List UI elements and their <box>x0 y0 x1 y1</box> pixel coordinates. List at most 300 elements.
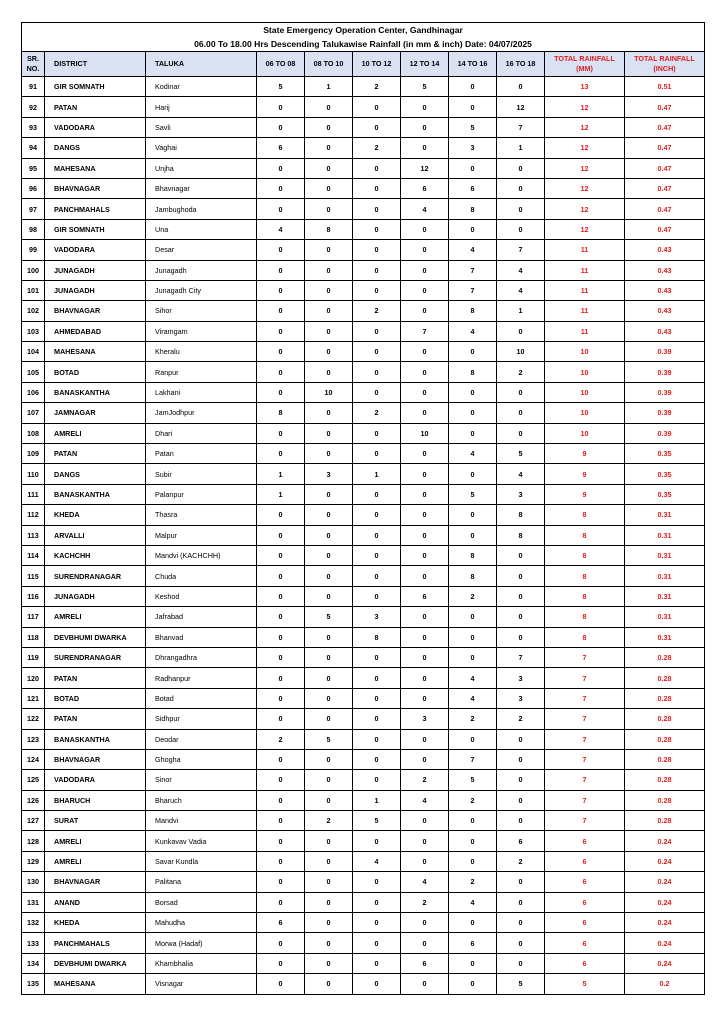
table-row <box>22 158 705 178</box>
rain-16-18-cell: 2 <box>497 851 545 871</box>
rain-08-10-cell: 0 <box>305 851 353 871</box>
rain-12-14-cell: 0 <box>401 566 449 586</box>
col-12-to-14: 12 TO 14 <box>401 52 449 77</box>
taluka-cell: Bhavnagar <box>146 178 257 198</box>
rain-12-14-cell: 0 <box>401 913 449 933</box>
table-row <box>22 627 705 647</box>
rain-08-10-cell: 0 <box>305 953 353 973</box>
district-cell: ANAND <box>45 892 146 912</box>
rain-14-16-cell: 7 <box>449 280 497 300</box>
rain-12-14-cell: 0 <box>401 301 449 321</box>
rain-16-18-cell: 7 <box>497 117 545 137</box>
rain-08-10-cell: 10 <box>305 382 353 402</box>
rain-06-08-cell: 0 <box>257 647 305 667</box>
rain-14-16-cell: 0 <box>449 403 497 423</box>
rain-10-12-cell: 0 <box>353 342 401 362</box>
rain-16-18-cell: 0 <box>497 545 545 565</box>
rain-12-14-cell: 0 <box>401 464 449 484</box>
table-row <box>22 199 705 219</box>
taluka-cell: Vaghai <box>146 138 257 158</box>
taluka-cell: Una <box>146 219 257 239</box>
rain-16-18-cell: 0 <box>497 627 545 647</box>
rain-08-10-cell: 2 <box>305 811 353 831</box>
taluka-cell: Malpur <box>146 525 257 545</box>
rain-14-16-cell: 0 <box>449 913 497 933</box>
rain-10-12-cell: 8 <box>353 627 401 647</box>
district-cell: KHEDA <box>45 913 146 933</box>
col-taluka: TALUKA <box>146 52 257 77</box>
rain-14-16-cell: 4 <box>449 240 497 260</box>
rain-16-18-cell: 8 <box>497 505 545 525</box>
total-inch-cell: 0.24 <box>625 831 705 851</box>
total-inch-cell: 0.28 <box>625 688 705 708</box>
rain-16-18-cell: 0 <box>497 219 545 239</box>
rain-06-08-cell: 5 <box>257 77 305 97</box>
taluka-cell: Kheralu <box>146 342 257 362</box>
rain-14-16-cell: 3 <box>449 138 497 158</box>
table-row <box>22 138 705 158</box>
rain-12-14-cell: 0 <box>401 933 449 953</box>
sr-cell: 91 <box>22 77 45 97</box>
rain-14-16-cell: 0 <box>449 464 497 484</box>
total-mm-cell: 11 <box>545 301 625 321</box>
sr-cell: 117 <box>22 607 45 627</box>
rain-12-14-cell: 6 <box>401 586 449 606</box>
rain-08-10-cell: 0 <box>305 586 353 606</box>
total-mm-cell: 7 <box>545 749 625 769</box>
total-mm-cell: 7 <box>545 668 625 688</box>
rain-12-14-cell: 6 <box>401 953 449 973</box>
total-inch-cell: 0.24 <box>625 933 705 953</box>
table-row <box>22 811 705 831</box>
rain-06-08-cell: 0 <box>257 362 305 382</box>
col-08-to-10: 08 TO 10 <box>305 52 353 77</box>
rain-06-08-cell: 0 <box>257 892 305 912</box>
total-inch-cell: 0.24 <box>625 851 705 871</box>
rain-10-12-cell: 0 <box>353 240 401 260</box>
total-inch-cell: 0.24 <box>625 953 705 973</box>
taluka-cell: Radhanpur <box>146 668 257 688</box>
rain-10-12-cell: 0 <box>353 953 401 973</box>
total-mm-cell: 10 <box>545 382 625 402</box>
taluka-cell: Harij <box>146 97 257 117</box>
taluka-cell: Bharuch <box>146 790 257 810</box>
rain-10-12-cell: 0 <box>353 505 401 525</box>
rain-08-10-cell: 8 <box>305 219 353 239</box>
total-mm-cell: 8 <box>545 607 625 627</box>
taluka-cell: Unjha <box>146 158 257 178</box>
rain-10-12-cell: 0 <box>353 586 401 606</box>
total-mm-cell: 12 <box>545 158 625 178</box>
rain-14-16-cell: 0 <box>449 525 497 545</box>
rain-16-18-cell: 1 <box>497 138 545 158</box>
district-cell: PATAN <box>45 444 146 464</box>
rain-08-10-cell: 0 <box>305 790 353 810</box>
rain-08-10-cell: 0 <box>305 647 353 667</box>
total-inch-cell: 0.28 <box>625 709 705 729</box>
sr-cell: 94 <box>22 138 45 158</box>
district-cell: KACHCHH <box>45 545 146 565</box>
rain-16-18-cell: 0 <box>497 382 545 402</box>
total-mm-cell: 8 <box>545 627 625 647</box>
district-cell: SURENDRANAGAR <box>45 566 146 586</box>
total-inch-cell: 0.28 <box>625 790 705 810</box>
total-mm-cell: 7 <box>545 770 625 790</box>
rain-14-16-cell: 8 <box>449 362 497 382</box>
rain-12-14-cell: 0 <box>401 280 449 300</box>
taluka-cell: Palanpur <box>146 484 257 504</box>
district-cell: BHAVNAGAR <box>45 872 146 892</box>
rain-10-12-cell: 0 <box>353 362 401 382</box>
rain-10-12-cell: 0 <box>353 280 401 300</box>
rain-16-18-cell: 0 <box>497 872 545 892</box>
rain-10-12-cell: 0 <box>353 444 401 464</box>
rain-16-18-cell: 3 <box>497 484 545 504</box>
rain-06-08-cell: 6 <box>257 913 305 933</box>
rain-12-14-cell: 0 <box>401 97 449 117</box>
total-inch-cell: 0.35 <box>625 484 705 504</box>
rain-16-18-cell: 10 <box>497 342 545 362</box>
rain-10-12-cell: 0 <box>353 831 401 851</box>
sr-cell: 93 <box>22 117 45 137</box>
district-cell: DEVBHUMI DWARKA <box>45 953 146 973</box>
taluka-cell: Mandvi (KACHCHH) <box>146 545 257 565</box>
rain-06-08-cell: 0 <box>257 627 305 647</box>
total-mm-cell: 6 <box>545 913 625 933</box>
rain-16-18-cell: 2 <box>497 709 545 729</box>
sr-cell: 100 <box>22 260 45 280</box>
rain-08-10-cell: 3 <box>305 464 353 484</box>
district-cell: ARVALLI <box>45 525 146 545</box>
rain-08-10-cell: 0 <box>305 240 353 260</box>
sr-cell: 101 <box>22 280 45 300</box>
rain-16-18-cell: 5 <box>497 974 545 994</box>
sr-cell: 120 <box>22 668 45 688</box>
sr-cell: 108 <box>22 423 45 443</box>
rain-08-10-cell: 0 <box>305 97 353 117</box>
rain-06-08-cell: 0 <box>257 709 305 729</box>
rain-16-18-cell: 0 <box>497 199 545 219</box>
rain-08-10-cell: 0 <box>305 627 353 647</box>
rain-10-12-cell: 0 <box>353 933 401 953</box>
table-row <box>22 403 705 423</box>
rain-08-10-cell: 5 <box>305 729 353 749</box>
district-cell: AHMEDABAD <box>45 321 146 341</box>
col-sr-no: SR. NO. <box>22 52 45 77</box>
district-cell: JUNAGADH <box>45 280 146 300</box>
district-cell: PATAN <box>45 709 146 729</box>
rain-12-14-cell: 0 <box>401 444 449 464</box>
rain-10-12-cell: 0 <box>353 729 401 749</box>
rain-08-10-cell: 0 <box>305 770 353 790</box>
rain-06-08-cell: 0 <box>257 382 305 402</box>
district-cell: PANCHMAHALS <box>45 933 146 953</box>
rain-10-12-cell: 2 <box>353 138 401 158</box>
rain-14-16-cell: 0 <box>449 851 497 871</box>
rain-16-18-cell: 4 <box>497 260 545 280</box>
sr-cell: 113 <box>22 525 45 545</box>
rain-16-18-cell: 0 <box>497 933 545 953</box>
rain-08-10-cell: 0 <box>305 749 353 769</box>
rain-10-12-cell: 0 <box>353 566 401 586</box>
rain-08-10-cell: 0 <box>305 709 353 729</box>
district-cell: BHAVNAGAR <box>45 749 146 769</box>
total-mm-cell: 6 <box>545 851 625 871</box>
rain-16-18-cell: 0 <box>497 77 545 97</box>
rain-16-18-cell: 5 <box>497 444 545 464</box>
rain-12-14-cell: 5 <box>401 77 449 97</box>
report-subtitle: 06.00 To 18.00 Hrs Descending Talukawise Rainfall (in mm & inch) Date: 04/07/2025 <box>22 37 705 52</box>
rain-12-14-cell: 6 <box>401 178 449 198</box>
table-row <box>22 566 705 586</box>
taluka-cell: Desar <box>146 240 257 260</box>
total-inch-cell: 0.39 <box>625 382 705 402</box>
rain-14-16-cell: 5 <box>449 770 497 790</box>
taluka-cell: Botad <box>146 688 257 708</box>
rain-12-14-cell: 0 <box>401 831 449 851</box>
total-inch-cell: 0.24 <box>625 872 705 892</box>
table-row <box>22 851 705 871</box>
district-cell: AMRELI <box>45 831 146 851</box>
rain-14-16-cell: 4 <box>449 892 497 912</box>
taluka-cell: JamJodhpur <box>146 403 257 423</box>
total-mm-cell: 6 <box>545 892 625 912</box>
total-inch-cell: 0.28 <box>625 811 705 831</box>
rain-12-14-cell: 0 <box>401 260 449 280</box>
taluka-cell: Sihor <box>146 301 257 321</box>
taluka-cell: Chuda <box>146 566 257 586</box>
table-row <box>22 117 705 137</box>
rain-14-16-cell: 0 <box>449 831 497 851</box>
taluka-cell: Subir <box>146 464 257 484</box>
table-row <box>22 77 705 97</box>
total-inch-cell: 0.43 <box>625 280 705 300</box>
rain-12-14-cell: 4 <box>401 790 449 810</box>
table-row <box>22 342 705 362</box>
district-cell: JUNAGADH <box>45 586 146 606</box>
total-mm-cell: 7 <box>545 790 625 810</box>
rain-06-08-cell: 0 <box>257 178 305 198</box>
rain-14-16-cell: 0 <box>449 342 497 362</box>
rain-08-10-cell: 0 <box>305 321 353 341</box>
taluka-cell: Sidhpur <box>146 709 257 729</box>
rain-08-10-cell: 0 <box>305 260 353 280</box>
rain-06-08-cell: 0 <box>257 342 305 362</box>
rain-08-10-cell: 0 <box>305 525 353 545</box>
rain-08-10-cell: 0 <box>305 505 353 525</box>
rain-14-16-cell: 4 <box>449 668 497 688</box>
sr-cell: 111 <box>22 484 45 504</box>
total-inch-cell: 0.31 <box>625 545 705 565</box>
sr-cell: 115 <box>22 566 45 586</box>
total-inch-cell: 0.31 <box>625 627 705 647</box>
total-mm-cell: 8 <box>545 545 625 565</box>
district-cell: MAHESANA <box>45 342 146 362</box>
rain-06-08-cell: 0 <box>257 607 305 627</box>
rain-06-08-cell: 0 <box>257 831 305 851</box>
rain-16-18-cell: 0 <box>497 586 545 606</box>
rain-10-12-cell: 0 <box>353 545 401 565</box>
total-inch-cell: 0.39 <box>625 362 705 382</box>
sr-cell: 130 <box>22 872 45 892</box>
rain-08-10-cell: 1 <box>305 77 353 97</box>
rain-12-14-cell: 0 <box>401 240 449 260</box>
sr-cell: 95 <box>22 158 45 178</box>
rain-14-16-cell: 8 <box>449 301 497 321</box>
rain-14-16-cell: 0 <box>449 219 497 239</box>
rain-16-18-cell: 0 <box>497 321 545 341</box>
rain-06-08-cell: 0 <box>257 953 305 973</box>
rain-08-10-cell: 0 <box>305 688 353 708</box>
district-cell: BOTAD <box>45 362 146 382</box>
rain-12-14-cell: 0 <box>401 117 449 137</box>
rain-16-18-cell: 0 <box>497 953 545 973</box>
rain-12-14-cell: 0 <box>401 974 449 994</box>
rain-12-14-cell: 0 <box>401 382 449 402</box>
sr-cell: 122 <box>22 709 45 729</box>
total-mm-cell: 6 <box>545 872 625 892</box>
rain-12-14-cell: 0 <box>401 749 449 769</box>
rain-10-12-cell: 0 <box>353 770 401 790</box>
rain-10-12-cell: 2 <box>353 77 401 97</box>
sr-cell: 129 <box>22 851 45 871</box>
rain-12-14-cell: 4 <box>401 199 449 219</box>
taluka-cell: Morwa (Hadaf) <box>146 933 257 953</box>
rain-12-14-cell: 0 <box>401 607 449 627</box>
total-inch-cell: 0.35 <box>625 464 705 484</box>
total-inch-cell: 0.43 <box>625 260 705 280</box>
rain-10-12-cell: 0 <box>353 97 401 117</box>
table-row <box>22 240 705 260</box>
table-row <box>22 872 705 892</box>
district-cell: AMRELI <box>45 607 146 627</box>
taluka-cell: Bhanvad <box>146 627 257 647</box>
rain-14-16-cell: 0 <box>449 158 497 178</box>
total-inch-cell: 0.47 <box>625 158 705 178</box>
rain-08-10-cell: 0 <box>305 484 353 504</box>
rain-10-12-cell: 0 <box>353 688 401 708</box>
rain-14-16-cell: 0 <box>449 97 497 117</box>
rain-08-10-cell: 0 <box>305 362 353 382</box>
rain-10-12-cell: 0 <box>353 913 401 933</box>
taluka-cell: Mandvi <box>146 811 257 831</box>
taluka-cell: Dhari <box>146 423 257 443</box>
total-inch-cell: 0.24 <box>625 892 705 912</box>
total-mm-cell: 12 <box>545 97 625 117</box>
rain-06-08-cell: 0 <box>257 525 305 545</box>
rain-06-08-cell: 1 <box>257 484 305 504</box>
rain-10-12-cell: 0 <box>353 668 401 688</box>
total-inch-cell: 0.31 <box>625 525 705 545</box>
table-row <box>22 933 705 953</box>
rain-06-08-cell: 0 <box>257 586 305 606</box>
total-inch-cell: 0.31 <box>625 505 705 525</box>
rain-16-18-cell: 0 <box>497 913 545 933</box>
rain-12-14-cell: 0 <box>401 219 449 239</box>
table-row <box>22 321 705 341</box>
rain-08-10-cell: 0 <box>305 831 353 851</box>
total-mm-cell: 7 <box>545 688 625 708</box>
table-row <box>22 729 705 749</box>
district-cell: BOTAD <box>45 688 146 708</box>
rain-06-08-cell: 0 <box>257 851 305 871</box>
taluka-cell: Keshod <box>146 586 257 606</box>
taluka-cell: Deodar <box>146 729 257 749</box>
rain-08-10-cell: 0 <box>305 933 353 953</box>
rain-14-16-cell: 0 <box>449 811 497 831</box>
rainfall-table <box>21 22 705 995</box>
rain-12-14-cell: 0 <box>401 403 449 423</box>
taluka-cell: Khambhalia <box>146 953 257 973</box>
rain-06-08-cell: 0 <box>257 97 305 117</box>
table-row <box>22 607 705 627</box>
rain-14-16-cell: 4 <box>449 444 497 464</box>
rain-10-12-cell: 0 <box>353 117 401 137</box>
report-title: State Emergency Operation Center, Gandhinagar <box>22 23 705 38</box>
total-inch-cell: 0.31 <box>625 586 705 606</box>
col-14-to-16: 14 TO 16 <box>449 52 497 77</box>
rain-14-16-cell: 6 <box>449 178 497 198</box>
rain-06-08-cell: 0 <box>257 872 305 892</box>
rain-14-16-cell: 2 <box>449 872 497 892</box>
rain-16-18-cell: 0 <box>497 607 545 627</box>
total-inch-cell: 0.47 <box>625 97 705 117</box>
rain-08-10-cell: 0 <box>305 892 353 912</box>
rain-16-18-cell: 0 <box>497 729 545 749</box>
total-mm-cell: 6 <box>545 953 625 973</box>
total-mm-cell: 9 <box>545 464 625 484</box>
total-inch-cell: 0.47 <box>625 178 705 198</box>
total-mm-cell: 6 <box>545 933 625 953</box>
rain-10-12-cell: 0 <box>353 321 401 341</box>
taluka-cell: Sinor <box>146 770 257 790</box>
table-row <box>22 770 705 790</box>
table-row <box>22 423 705 443</box>
total-inch-cell: 0.28 <box>625 668 705 688</box>
taluka-cell: Kunkavav Vadia <box>146 831 257 851</box>
rain-10-12-cell: 0 <box>353 872 401 892</box>
district-cell: MAHESANA <box>45 974 146 994</box>
table-row <box>22 464 705 484</box>
rain-14-16-cell: 5 <box>449 484 497 504</box>
rain-08-10-cell: 0 <box>305 444 353 464</box>
rain-16-18-cell: 6 <box>497 831 545 851</box>
rain-16-18-cell: 0 <box>497 811 545 831</box>
sr-cell: 116 <box>22 586 45 606</box>
rain-08-10-cell: 0 <box>305 403 353 423</box>
table-row <box>22 688 705 708</box>
rain-08-10-cell: 0 <box>305 280 353 300</box>
table-row <box>22 974 705 994</box>
district-cell: BHAVNAGAR <box>45 178 146 198</box>
rain-06-08-cell: 6 <box>257 138 305 158</box>
rain-16-18-cell: 0 <box>497 749 545 769</box>
district-cell: AMRELI <box>45 423 146 443</box>
rain-08-10-cell: 0 <box>305 158 353 178</box>
total-inch-cell: 0.28 <box>625 770 705 790</box>
rain-08-10-cell: 0 <box>305 301 353 321</box>
rain-06-08-cell: 0 <box>257 811 305 831</box>
table-row <box>22 484 705 504</box>
rain-16-18-cell: 7 <box>497 240 545 260</box>
district-cell: BANASKANTHA <box>45 729 146 749</box>
table-row <box>22 913 705 933</box>
table-row <box>22 362 705 382</box>
rain-10-12-cell: 2 <box>353 403 401 423</box>
sr-cell: 110 <box>22 464 45 484</box>
rain-12-14-cell: 0 <box>401 342 449 362</box>
rain-06-08-cell: 0 <box>257 240 305 260</box>
